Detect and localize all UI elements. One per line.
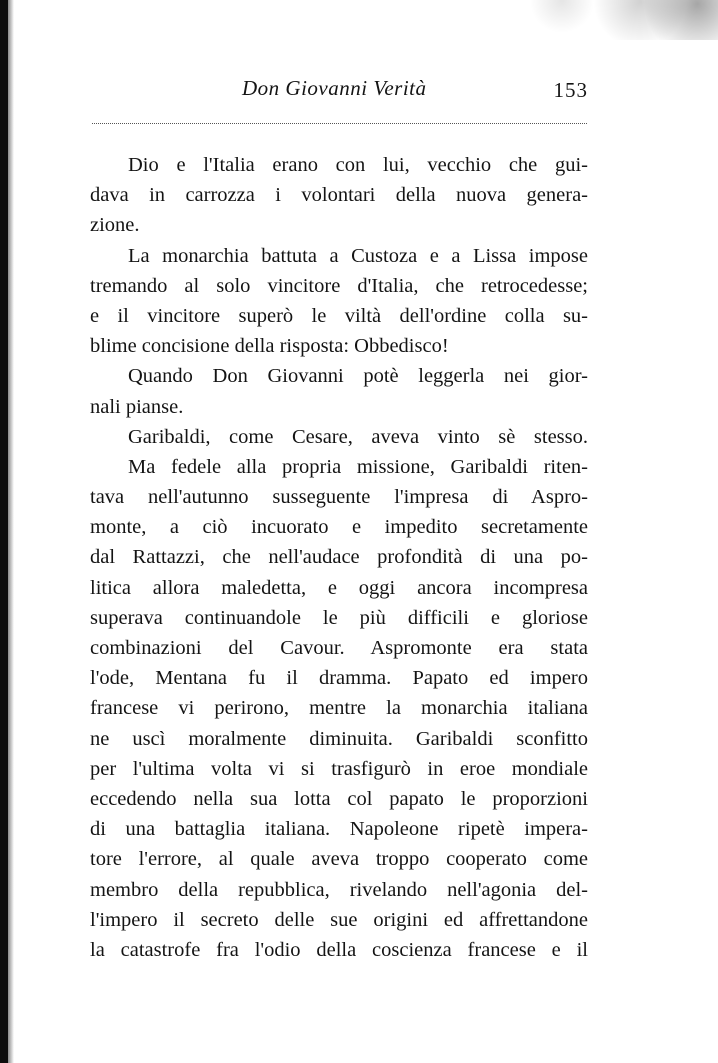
text-line: Dio e l'Italia erano con lui, vecchio che gui- xyxy=(128,154,588,176)
text-line: Ma fedele alla propria missione, Garibaldi riten- xyxy=(128,455,588,478)
text-line: l'ode, Mentana fu il dramma. Papato ed impero xyxy=(90,667,588,690)
text-line: e il vincitore superò le viltà dell'ordine colla su- xyxy=(90,304,588,327)
running-title: Don Giovanni Verità xyxy=(242,76,427,100)
page-binding-shadow xyxy=(8,0,14,1063)
text-line: blime concisione della risposta: Obbedisco! xyxy=(90,335,449,358)
text-line: tava nell'autunno susseguente l'impresa di Aspro- xyxy=(90,486,588,509)
text-line: eccedendo nella sua lotta col papato le proporzioni xyxy=(90,787,588,810)
text-line: combinazioni del Cavour. Aspromonte era stata xyxy=(90,637,588,659)
body-text xyxy=(90,150,588,965)
text-line: membro della repubblica, rivelando nell'agonia del- xyxy=(90,878,588,901)
text-line: litica allora maledetta, e oggi ancora incompresa xyxy=(90,576,588,599)
text-line: Garibaldi, come Cesare, aveva vinto sè stesso. xyxy=(128,425,588,448)
text-line: l'impero il secreto delle sue origini ed affrettandone xyxy=(90,908,588,931)
running-head xyxy=(90,76,590,106)
text-line: zione. xyxy=(90,214,140,237)
text-line: di una battaglia italiana. Napoleone ripetè impera- xyxy=(90,818,588,841)
page-binding-edge xyxy=(0,0,8,1063)
text-line: tremando al solo vincitore d'Italia, che retrocedesse; xyxy=(90,274,588,297)
text-line: La monarchia battuta a Custoza e a Lissa impose xyxy=(128,244,588,267)
text-line: Quando Don Giovanni potè leggerla nei gior- xyxy=(128,365,588,388)
text-line: nali pianse. xyxy=(90,395,184,418)
text-line: ne uscì moralmente diminuita. Garibaldi sconfitto xyxy=(90,727,588,750)
header-dotted-rule xyxy=(92,123,587,124)
text-line: superava continuandole le più difficili e gloriose xyxy=(90,606,588,629)
text-line: dal Rattazzi, che nell'audace profondità di una po- xyxy=(90,546,588,569)
text-line: francese vi perirono, mentre la monarchia italiana xyxy=(90,697,588,720)
text-line: tore l'errore, al quale aveva troppo cooperato come xyxy=(90,848,588,871)
text-line: la catastrofe fra l'odio della coscienza francese e il xyxy=(90,938,588,961)
scan-speckle xyxy=(458,0,718,40)
text-line: dava in carrozza i volontari della nuova genera- xyxy=(90,184,588,207)
page-number: 153 xyxy=(553,78,588,102)
text-line: per l'ultima volta vi si trasfigurò in eroe mondiale xyxy=(90,757,588,780)
text-line: monte, a ciò incuorato e impedito secretamente xyxy=(90,516,588,539)
